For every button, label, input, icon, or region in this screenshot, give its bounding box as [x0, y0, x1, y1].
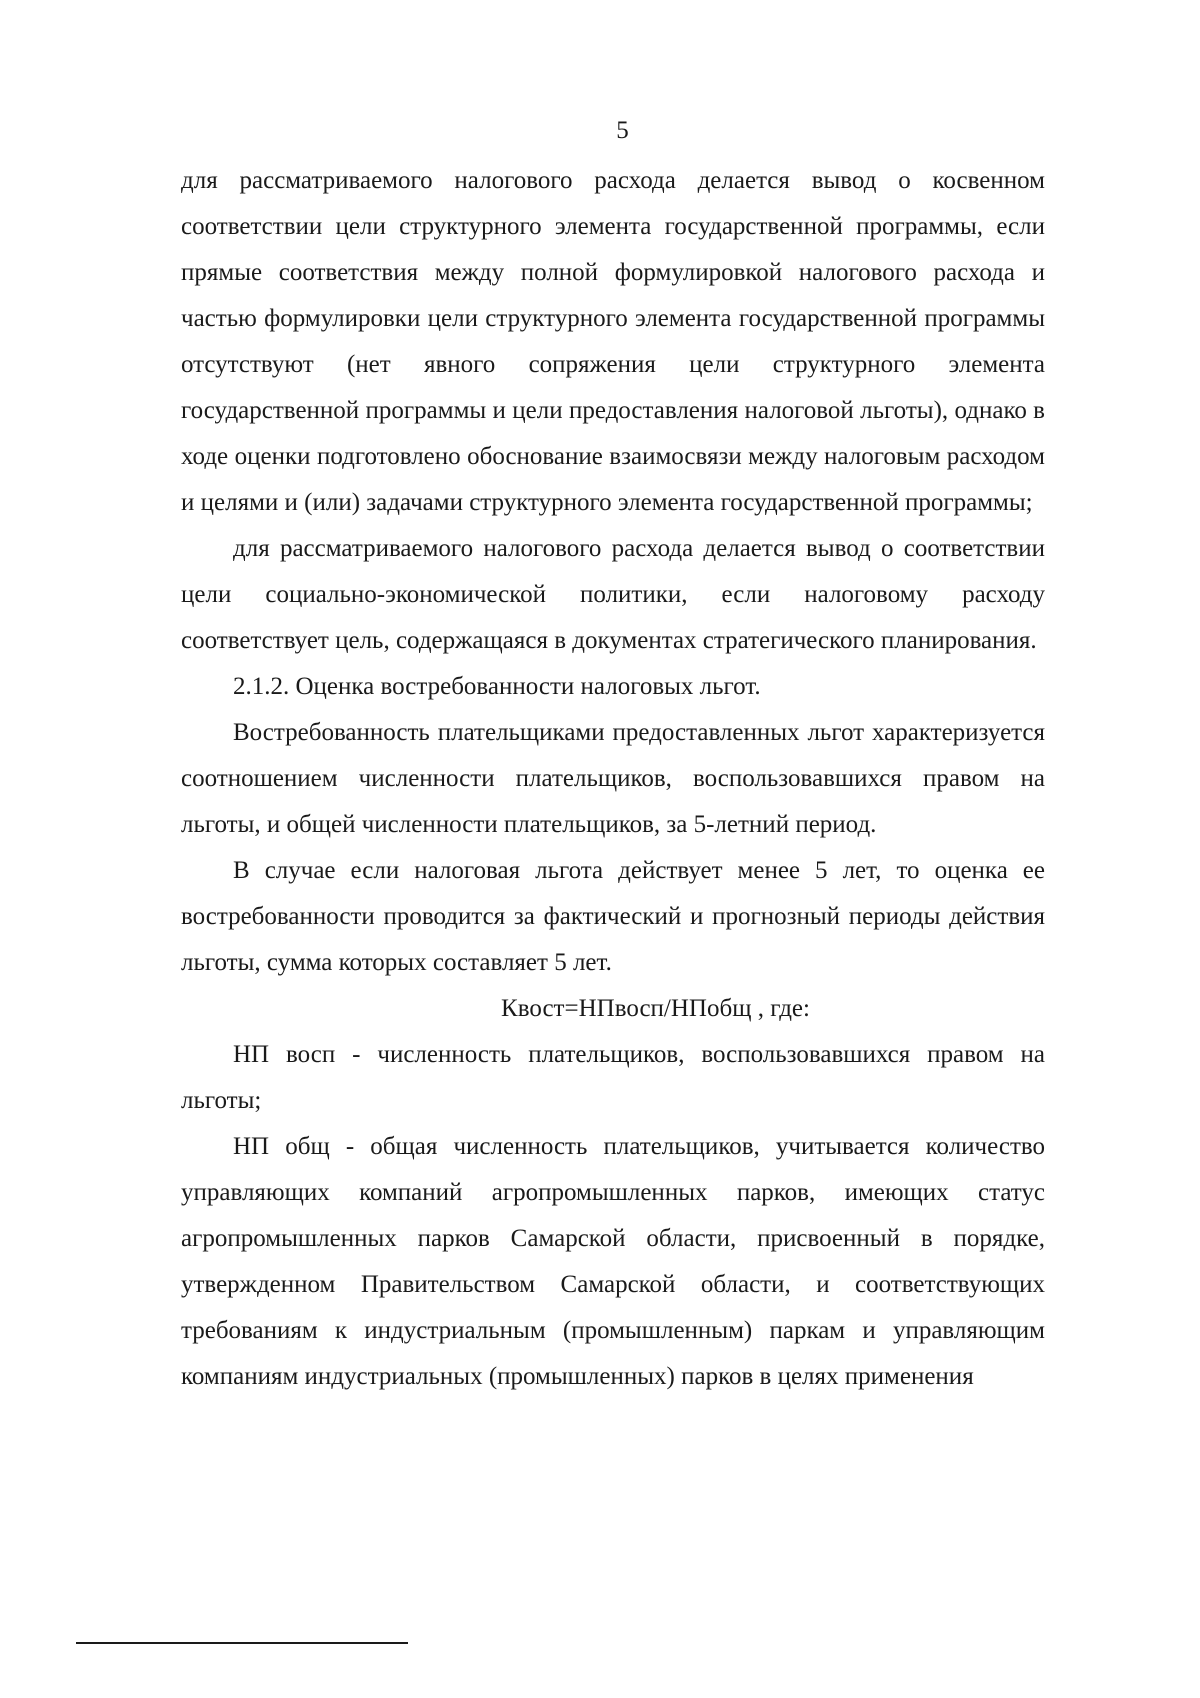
- paragraph-indirect-compliance: для рассматриваемого налогового расхода делается вывод о косвенном соответствии цели структурного элемента государственной программы, если прямые соответствия между полной формулировкой налогового расхода и частью формулировки цели структурного элемента государственной программы отсутствуют (нет явного сопряжения цели структурного элемента государственной программы и цели предоставления налоговой льготы), однако в ходе оценки подготовлено обоснование взаимосвязи между налоговым расходом и целями и (или) задачами структурного элемента государственной программы;: [181, 167, 1045, 516]
- document-body: [181, 158, 1045, 1400]
- definition-np-obshch: НП общ - общая численность плательщиков, учитывается количество управляющих компаний агропромышленных парков, имеющих статус агропромышленных парков Самарской области, присвоенный в порядке, утвержденном Правительством Самарской области, и соответствующих требованиям к индустриальным (промышленным) паркам и управляющим компаниям индустриальных (промышленных) парков в целях применения: [181, 1133, 1045, 1390]
- formula-kvost: Квост=НПвосп/НПобщ , где:: [501, 995, 810, 1022]
- section-heading-demand-assessment: 2.1.2. Оценка востребованности налоговых льгот.: [233, 673, 761, 700]
- paragraph-demand-definition: Востребованность плательщиками предоставленных льгот характеризуется соотношением численности плательщиков, воспользовавшихся правом на льготы, и общей численности плательщиков, за 5-летний период.: [181, 719, 1045, 838]
- paragraph-policy-compliance: для рассматриваемого налогового расхода делается вывод о соответствии цели социально-экономической политики, если налоговому расходу соответствует цель, содержащаяся в документах стратегического планирования.: [181, 535, 1045, 654]
- footnote-divider: [76, 1642, 408, 1644]
- page-number: 5: [616, 117, 629, 144]
- paragraph-short-period: В случае если налоговая льгота действует менее 5 лет, то оценка ее востребованности проводится за фактический и прогнозный периоды действия льготы, сумма которых составляет 5 лет.: [181, 857, 1045, 976]
- definition-np-vosp: НП восп - численность плательщиков, воспользовавшихся правом на льготы;: [181, 1041, 1045, 1114]
